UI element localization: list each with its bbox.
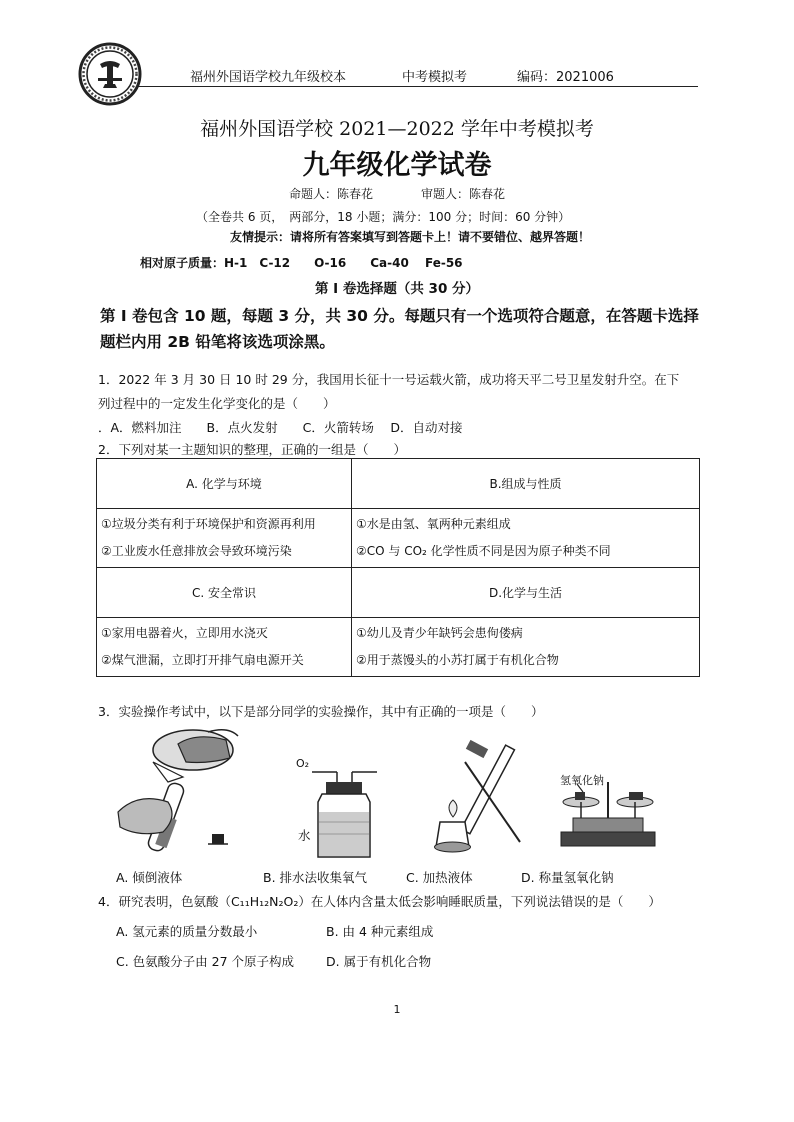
q2-a-body <box>97 509 352 568</box>
header-school-book: 福州外国语学校九年级校本 <box>190 70 347 85</box>
q1-options: ．A．燃料加注 B．点火发射 C．火箭转场 D．自动对接 <box>98 420 463 435</box>
header-rule <box>138 86 698 87</box>
q1-stem-line1: 1．2022 年 3 月 30 日 10 时 29 分，我国用长征十一号运载火箭，成功将天平二号卫星发射升空。在下 <box>98 372 680 387</box>
q4-option-d: D. 属于有机化合物 <box>326 954 432 969</box>
q2-b-item2: ②CO 与 CO₂ 化学性质不同是因为原子种类不同 <box>356 544 611 558</box>
exam-title: 福州外国语学校 2021—2022 学年中考模拟考 <box>200 118 594 140</box>
q4-option-c: C. 色氨酸分子由 27 个原子构成 <box>116 954 295 969</box>
q2-c-body <box>97 618 352 677</box>
q2-d-item2: ②用于蒸馒头的小苏打属于有机化合物 <box>356 653 559 667</box>
paper-title: 九年级化学试卷 <box>302 150 492 181</box>
caption-d: D. 称量氢氧化钠 <box>521 870 614 885</box>
q4-stem: 4．研究表明，色氨酸（C₁₁H₁₂N₂O₂）在人体内含量太低会影响睡眠质量，下列说法错误的是（ ） <box>98 894 661 909</box>
q2-d-item1: ①幼儿及青少年缺钙会患佝偻病 <box>356 626 523 640</box>
q2-table <box>96 458 700 677</box>
label-oxygen: O₂ <box>296 757 310 770</box>
q2-c-item1: ①家用电器着火，立即用水浇灭 <box>101 626 268 640</box>
figure-a-pouring-liquid <box>108 722 258 862</box>
friendly-tip: 友情提示：请将所有答案填写到答题卡上！请不要错位、越界答题！ <box>230 230 591 244</box>
q3-stem: 3．实验操作考试中，以下是部分同学的实验操作，其中有正确的一项是（ ） <box>98 704 544 719</box>
q2-stem: 2．下列对某一主题知识的整理，正确的一组是（ ） <box>98 442 406 457</box>
header-code: 编码：2021006 <box>517 70 614 85</box>
label-naoh: 氢氧化钠 <box>560 774 604 787</box>
header-exam-type: 中考模拟考 <box>402 70 468 85</box>
q1-stem-line2: 列过程中的一定发生化学变化的是（ ） <box>98 396 336 411</box>
q4-option-b: B. 由 4 种元素组成 <box>326 924 434 939</box>
q2-b-item1: ①水是由氢、氧两种元素组成 <box>356 517 511 531</box>
section-heading: 第 I 卷选择题（共 30 分） <box>314 281 480 297</box>
q2-d-head: D.化学与生活 <box>352 568 700 618</box>
school-logo <box>78 42 142 106</box>
q2-a-head: A. 化学与环境 <box>97 459 352 509</box>
q2-a-item1: ①垃圾分类有利于环境保护和资源再利用 <box>101 517 316 531</box>
q2-c-head: C. 安全常识 <box>97 568 352 618</box>
figure-d-balance <box>553 722 663 862</box>
caption-c: C. 加热液体 <box>406 870 473 885</box>
caption-b: B. 排水法收集氧气 <box>263 870 368 885</box>
label-water: 水 <box>298 828 311 843</box>
figure-c-heating-liquid <box>425 722 535 862</box>
page-number: 1 <box>393 1003 401 1016</box>
q4-option-a: A. 氢元素的质量分数最小 <box>116 924 258 939</box>
authors-line: 命题人：陈春花 审题人：陈春花 <box>288 187 505 201</box>
caption-a: A. 倾倒液体 <box>116 870 183 885</box>
q2-c-item2: ②煤气泄漏，立即打开排气扇电源开关 <box>101 653 304 667</box>
exam-info-line: （全卷共 6 页， 两部分，18 小题；满分：100 分；时间：60 分钟） <box>196 210 571 224</box>
q2-a-item2: ②工业废水任意排放会导致环境污染 <box>101 544 292 558</box>
q2-b-head: B.组成与性质 <box>352 459 700 509</box>
atomic-mass-line: 相对原子质量：H-1 C-12 O-16 Ca-40 Fe-56 <box>140 256 463 270</box>
q2-d-body <box>352 618 700 677</box>
section-intro: 第 I 卷包含 10 题，每题 3 分，共 30 分。每题只有一个选项符合题意，在答题卡选择题栏内用 2B 铅笔将该选项涂黑。 <box>100 307 699 351</box>
q2-b-body <box>352 509 700 568</box>
